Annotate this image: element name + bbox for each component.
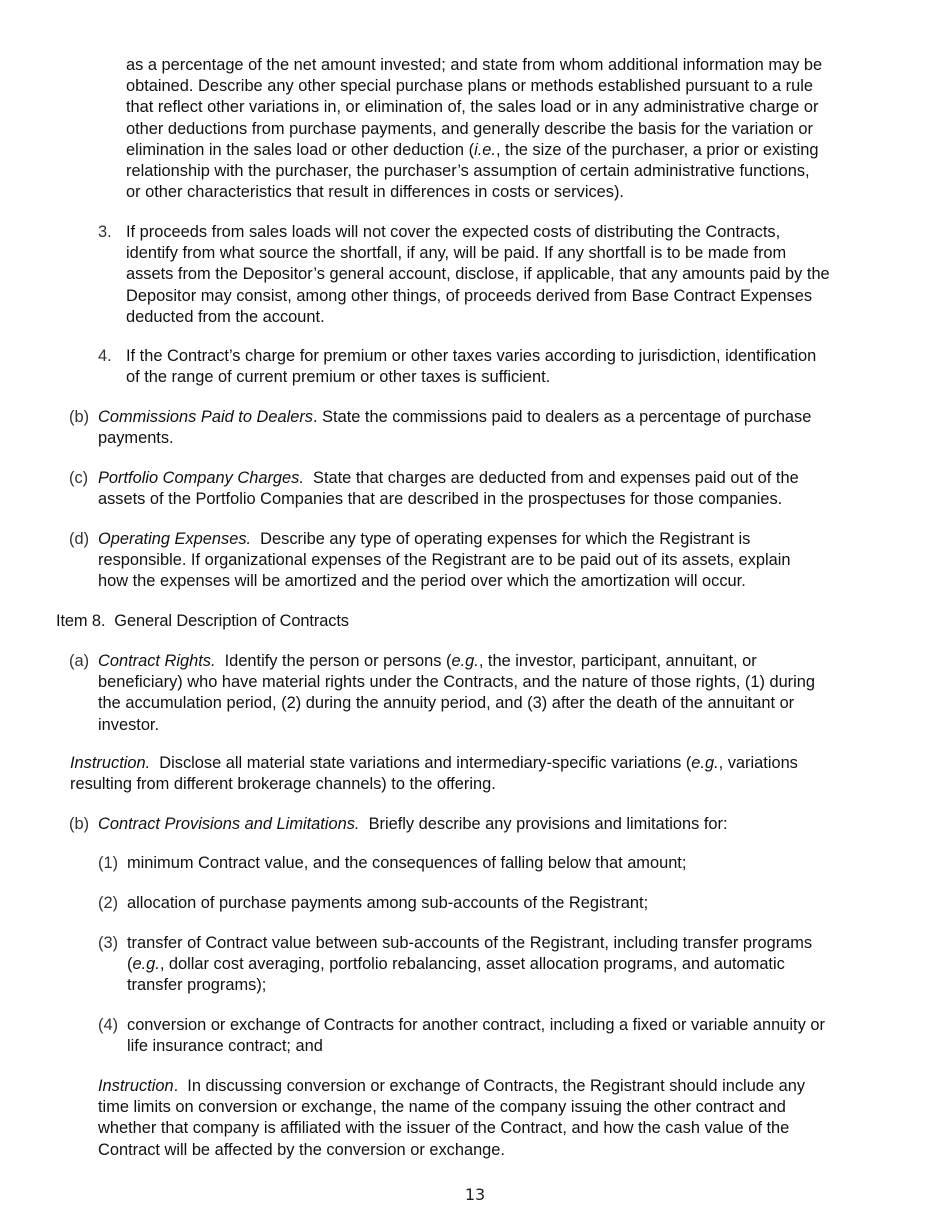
page-number: 13 (464, 1185, 486, 1204)
text-line: conversion or exchange of Contracts for another contract, including a fixed or variable annuity or (127, 1016, 825, 1034)
text-line: Instruction. Disclose all material state variations and intermediary-specific variations (e.g., variations (70, 754, 798, 772)
text-line: assets from the Depositor’s general account, disclose, if applicable, that any amounts paid by the (126, 265, 830, 284)
list-marker: (d) (69, 530, 90, 548)
list-item-b-commissions (69, 407, 919, 449)
text-line: payments. (98, 429, 174, 448)
text-line: other deductions from purchase payments, and generally describe the basis for the variation or (126, 119, 813, 138)
text-line: (e.g., dollar cost averaging, portfolio rebalancing, asset allocation programs, and automatic (127, 955, 785, 974)
item-title: Operating Expenses. (98, 530, 252, 548)
text-line: assets of the Portfolio Companies that are described in the prospectuses for those companies. (98, 490, 783, 509)
list-marker: (3) (98, 934, 119, 952)
text-line: or other characteristics that result in differences in costs or services). (126, 183, 624, 202)
italic-term: e.g. (451, 652, 479, 670)
item-title: Commissions Paid to Dealers (98, 408, 313, 426)
text-line: time limits on conversion or exchange, the name of the company issuing the other contract and (98, 1098, 786, 1117)
text-line: resulting from different brokerage channels) to the offering. (70, 775, 496, 794)
list-item-4 (98, 346, 918, 388)
text-line: Instruction. In discussing conversion or exchange of Contracts, the Registrant should include any (98, 1077, 806, 1095)
text-line: If the Contract’s charge for premium or other taxes varies according to jurisdiction, identification (126, 347, 817, 365)
text-line: elimination in the sales load or other deduction (i.e., the size of the purchaser, a prior or existing (126, 140, 819, 159)
sub-item-2 (98, 893, 918, 914)
text-line: transfer of Contract value between sub-accounts of the Registrant, including transfer programs (127, 934, 813, 952)
instruction-title: Instruction (98, 1077, 174, 1095)
text-line: Contract will be affected by the conversion or exchange. (98, 1140, 505, 1159)
text-line: allocation of purchase payments among sub-accounts of the Registrant; (127, 894, 649, 912)
list-marker: (b) (69, 815, 90, 833)
list-marker: (2) (98, 894, 119, 912)
text-line: Contract Provisions and Limitations. Briefly describe any provisions and limitations for: (98, 815, 728, 833)
section-heading-item-8: Item 8. General Description of Contracts (56, 612, 349, 630)
list-item-a-contract-rights (69, 651, 919, 736)
text-line: Depositor may consist, among other things, of proceeds derived from Base Contract Expenses (126, 286, 813, 305)
list-marker: (a) (69, 652, 90, 670)
text-line: the accumulation period, (2) during the annuity period, and (3) after the death of the annuitant or (98, 694, 795, 713)
text-line: Portfolio Company Charges. State that charges are deducted from and expenses paid out of the (98, 469, 799, 487)
text-line: If proceeds from sales loads will not cover the expected costs of distributing the Contracts, (126, 223, 781, 241)
list-item-c-portfolio (69, 468, 919, 510)
list-item-d-operating (69, 529, 919, 593)
text-line: whether that company is affiliated with the issuer of the Contract, and how the cash value of the (98, 1119, 790, 1138)
text-line: beneficiary) who have material rights under the Contracts, and the nature of those rights, (1) during (98, 673, 816, 692)
text-line: that reflect other variations in, or elimination of, the sales load or in any administrative charge or (126, 98, 819, 117)
italic-term: e.g. (691, 754, 719, 772)
text-line: relationship with the purchaser, the purchaser’s assumption of certain administrative functions, (126, 162, 810, 181)
list-marker: (4) (98, 1016, 119, 1034)
list-marker: 4. (98, 347, 112, 365)
item-title: Contract Rights. (98, 652, 216, 670)
text-line: responsible. If organizational expenses of the Registrant are to be paid out of its assets, explain (98, 551, 791, 570)
sub-item-3 (98, 933, 918, 997)
list-item-b-provisions (69, 814, 919, 835)
item-title: Contract Provisions and Limitations. (98, 815, 360, 833)
text-line: Operating Expenses. Describe any type of operating expenses for which the Registrant is (98, 530, 751, 548)
list-marker: (1) (98, 854, 119, 872)
text-line: identify from what source the shortfall, if any, will be paid. If any shortfall is to be made from (126, 244, 787, 263)
sub-item-4 (98, 1015, 918, 1057)
instruction-paragraph (98, 1076, 918, 1161)
list-marker: (b) (69, 408, 90, 426)
text-line: investor. (98, 715, 160, 734)
text-line: minimum Contract value, and the consequences of falling below that amount; (127, 854, 687, 872)
list-marker: 3. (98, 223, 112, 241)
list-marker: (c) (69, 469, 89, 487)
text-line: how the expenses will be amortized and the period over which the amortization will occur. (98, 572, 746, 591)
item-title: Portfolio Company Charges. (98, 469, 304, 487)
text-line: of the range of current premium or other taxes is sufficient. (126, 368, 551, 387)
text-line: deducted from the account. (126, 307, 325, 326)
italic-term: e.g. (132, 955, 160, 974)
list-item-3 (98, 222, 918, 328)
text-line: as a percentage of the net amount invested; and state from whom additional information may be (126, 56, 823, 74)
sub-item-1 (98, 853, 918, 874)
instruction-title: Instruction. (70, 754, 151, 772)
continuation-paragraph (126, 55, 916, 203)
text-line: Commissions Paid to Dealers. State the commissions paid to dealers as a percentage of purchase (98, 408, 812, 426)
text-line: Contract Rights. Identify the person or persons (e.g., the investor, participant, annuitant, or (98, 652, 757, 670)
text-line: life insurance contract; and (127, 1037, 323, 1056)
italic-term: i.e. (474, 140, 496, 159)
text-line: obtained. Describe any other special purchase plans or methods established pursuant to a rule (126, 77, 813, 96)
text-line: transfer programs); (127, 976, 267, 995)
instruction-paragraph (70, 753, 920, 795)
